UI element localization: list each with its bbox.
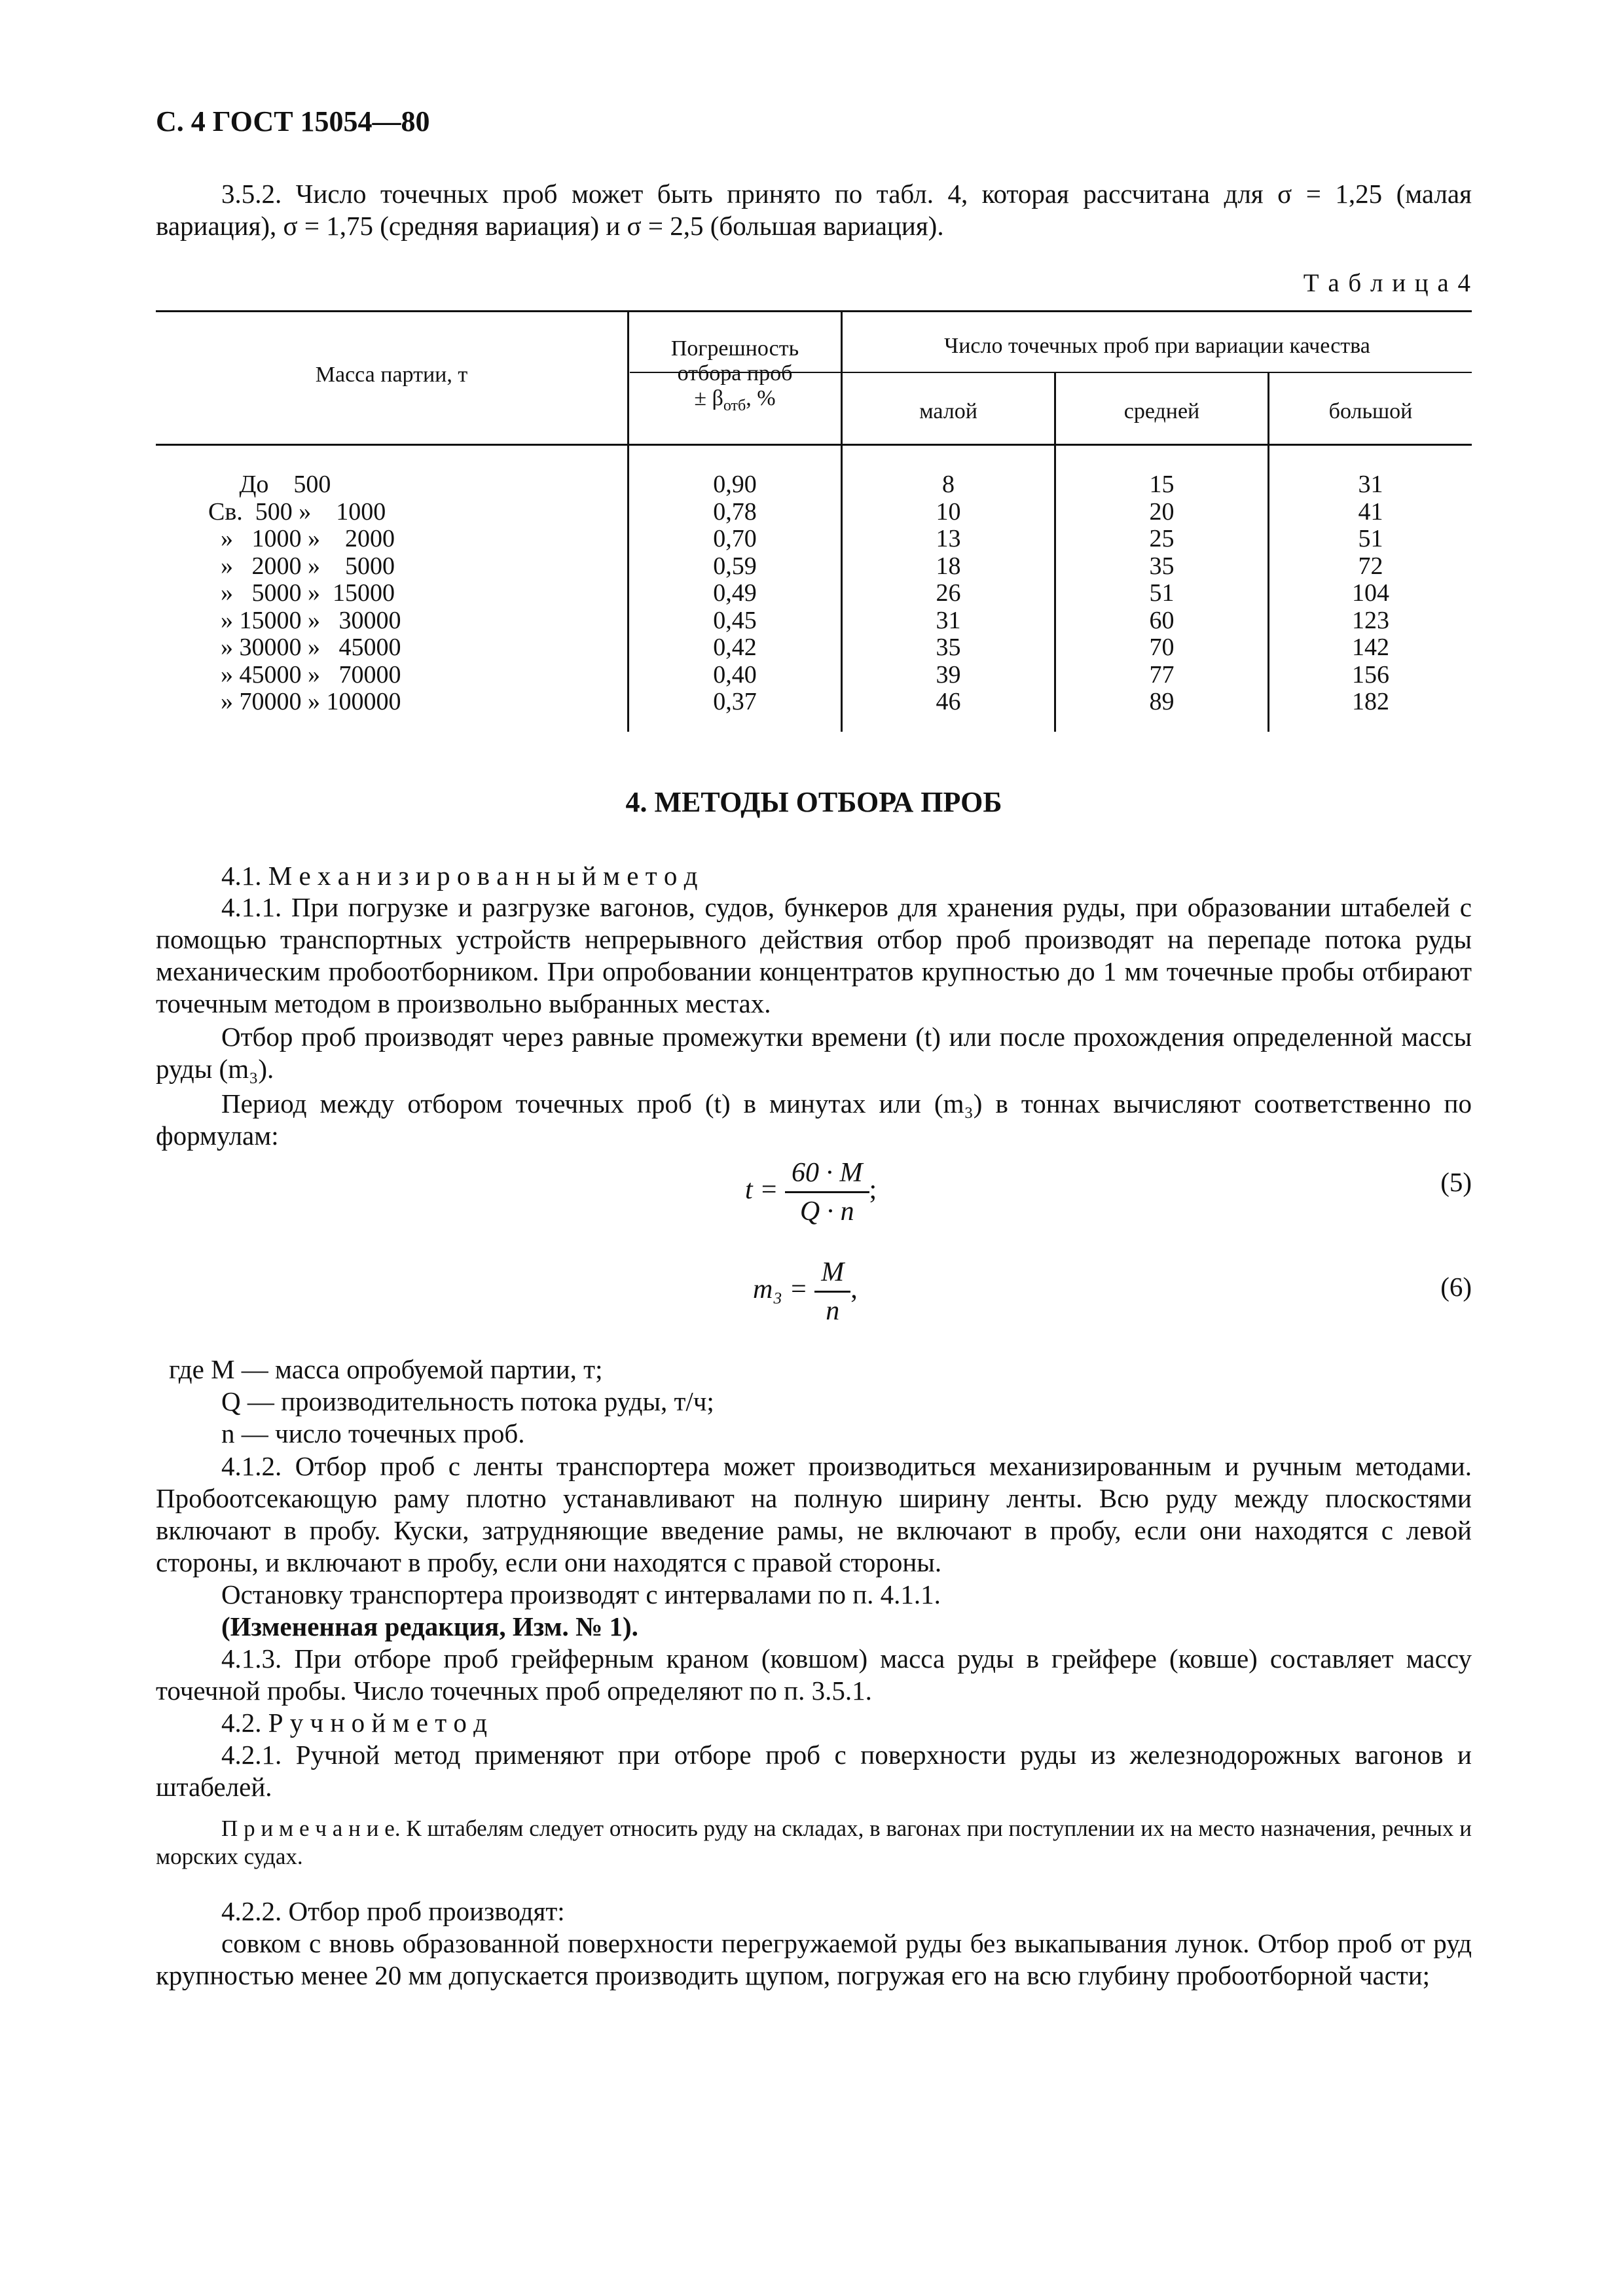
col-header-mid: средней	[1123, 399, 1200, 423]
cell-mass: » 70000 » 100000	[208, 688, 401, 715]
cell-mass: » 1000 » 2000	[208, 525, 395, 552]
col-header-high: большой	[1328, 399, 1413, 423]
paragraph-4-2-2-b: совком с вновь образованной поверхности перегружаемой руды без выкапывания лунок. Отбор проб от руд крупностью менее 20 мм допускается производить щупом, погружая его на всю глубину пробоотборной части;	[156, 1928, 1472, 1990]
where-line-2: Q — производительность потока руды, т/ч;	[221, 1386, 714, 1416]
formula-5-tail: ;	[869, 1175, 877, 1206]
cell-high: 182	[1352, 688, 1389, 715]
cell-mass: » 2000 » 5000	[208, 552, 395, 580]
cell-mass: » 15000 » 30000	[208, 606, 401, 634]
formula-5-denominator: Q · n	[799, 1196, 854, 1227]
formula-5-number: (5)	[1440, 1167, 1472, 1197]
cell-mid: 25	[1149, 525, 1175, 552]
cell-high: 72	[1358, 552, 1383, 580]
paragraph-4-2-2: 4.2.2. Отбор проб производят:	[221, 1896, 565, 1926]
cell-high: 104	[1352, 579, 1389, 607]
formula-6	[753, 1257, 858, 1327]
cell-mass: » 5000 » 15000	[208, 579, 395, 607]
cell-low: 26	[936, 579, 961, 607]
cell-high: 123	[1352, 606, 1389, 634]
formula-6-denominator: n	[826, 1296, 840, 1326]
cell-low: 46	[936, 688, 961, 715]
cell-mid: 35	[1149, 552, 1175, 580]
cell-high: 41	[1358, 497, 1383, 526]
cell-error: 0,90	[713, 471, 757, 498]
cell-mid: 77	[1149, 660, 1175, 689]
cell-low: 8	[942, 471, 955, 498]
table-header-rule	[156, 444, 1472, 446]
cell-low: 35	[936, 634, 961, 661]
cell-high: 142	[1352, 634, 1389, 661]
col-header-low: малой	[919, 399, 977, 423]
cell-low: 13	[936, 525, 961, 552]
cell-mid: 89	[1149, 688, 1175, 715]
formula-6-numerator: M	[814, 1257, 850, 1293]
cell-mid: 51	[1149, 579, 1175, 607]
subsection-4-2: 4.2. Р у ч н о й м е т о д	[221, 1708, 487, 1738]
paragraph-4-1-1-b: Отбор проб производят через равные промежутки времени (t) или после прохождения определенной массы руды (m₃).	[156, 1022, 1472, 1084]
paragraph-4-1-1: 4.1.1. При погрузке и разгрузке вагонов, судов, бункеров для хранения руды, при образовании штабелей с помощью транспортных устройств непрерывного действия отбор проб производят на перепаде потока руды механическим пробоотборником. При опробовании концентратов крупностью до 1 мм точечные пробы отбирают точечным методом в произвольно выбранных местах.	[156, 892, 1472, 1018]
cell-mid: 70	[1149, 634, 1175, 661]
where-line-3: n — число точечных проб.	[221, 1418, 525, 1448]
col-header-error	[629, 336, 841, 418]
cell-error: 0,42	[713, 634, 757, 661]
cell-high: 51	[1358, 525, 1383, 552]
cell-error: 0,40	[713, 660, 757, 689]
formula-6-lhs: m₃ =	[753, 1274, 808, 1305]
where-line-1: где M — масса опробуемой партии, т;	[169, 1354, 603, 1384]
col-header-error-beta: ± β	[694, 386, 723, 410]
col-header-error-line1: Погрешность	[670, 336, 799, 361]
cell-error: 0,78	[713, 497, 757, 526]
table-top-rule	[156, 310, 1472, 312]
col-header-error-line2: отбора проб	[677, 361, 793, 386]
cell-high: 31	[1358, 471, 1383, 498]
cell-mid: 20	[1149, 497, 1175, 526]
formula-6-tail: ,	[850, 1274, 858, 1305]
paragraph-4-1-1-c: Период между отбором точечных проб (t) в минутах или (m₃) в тоннах вычисляют соответственно по формулам:	[156, 1088, 1472, 1151]
cell-error: 0,59	[713, 552, 757, 580]
cell-low: 31	[936, 606, 961, 634]
col-header-error-unit: , %	[746, 386, 776, 410]
cell-mid: 15	[1149, 471, 1175, 498]
table-label: Т а б л и ц а 4	[1303, 269, 1472, 297]
formula-5	[745, 1157, 877, 1227]
formula-6-number: (6)	[1440, 1272, 1472, 1302]
paragraph-3-5-2: 3.5.2. Число точечных проб может быть принято по табл. 4, которая рассчитана для σ = 1,25 (малая вариация), σ = 1,75 (средняя вариация) и σ = 2,5 (большая вариация).	[156, 179, 1472, 241]
cell-error: 0,45	[713, 606, 757, 634]
paragraph-4-2-1: 4.2.1. Ручной метод применяют при отборе проб с поверхности руды из железнодорожных вагонов и штабелей.	[156, 1740, 1472, 1802]
formula-5-numerator: 60 · M	[785, 1157, 869, 1193]
col-header-error-sub: отб	[723, 397, 746, 414]
col-header-mass: Масса партии, т	[315, 363, 468, 387]
cell-high: 156	[1352, 660, 1389, 689]
formula-5-lhs: t =	[745, 1175, 778, 1206]
subsection-4-1: 4.1. М е х а н и з и р о в а н н ы й м е т о д	[221, 861, 698, 891]
cell-low: 10	[936, 497, 961, 526]
cell-mass: » 45000 » 70000	[208, 660, 401, 689]
cell-error: 0,49	[713, 579, 757, 607]
table-4	[156, 310, 1472, 732]
change-note: (Измененная редакция, Изм. № 1).	[221, 1611, 638, 1641]
note: П р и м е ч а н и е. К штабелям следует относить руду на складах, в вагонах при поступлении их на место назначения, речных и морских судах.	[156, 1816, 1472, 1869]
page-header: С. 4 ГОСТ 15054—80	[156, 105, 430, 137]
col-header-group: Число точечных проб при вариации качества	[944, 334, 1370, 358]
cell-mass: Св. 500 » 1000	[208, 497, 386, 526]
cell-mass: До 500	[208, 471, 331, 498]
cell-error: 0,70	[713, 525, 757, 552]
cell-mass: » 30000 » 45000	[208, 634, 401, 661]
paragraph-4-1-2-b: Остановку транспортера производят с интервалами по п. 4.1.1.	[221, 1579, 941, 1609]
cell-error: 0,37	[713, 688, 757, 715]
cell-low: 18	[936, 552, 961, 580]
cell-low: 39	[936, 660, 961, 689]
section-title: 4. МЕТОДЫ ОТБОРА ПРОБ	[625, 786, 1002, 818]
paragraph-4-1-3: 4.1.3. При отборе проб грейферным краном (ковшом) масса руды в грейфере (ковше) составляет массу точечной пробы. Число точечных проб определяют по п. 3.5.1.	[156, 1643, 1472, 1706]
paragraph-4-1-2: 4.1.2. Отбор проб с ленты транспортера может производиться механизированным и ручным методами. Пробоотсекающую раму плотно устанавливают на полную ширину ленты. Всю руду между плоскостями включают в пробу. Куски, затрудняющие введение рамы, не включают в пробу, если они находятся с левой стороны, и включают в пробу, если они находятся с правой стороны.	[156, 1451, 1472, 1577]
cell-mid: 60	[1149, 606, 1175, 634]
